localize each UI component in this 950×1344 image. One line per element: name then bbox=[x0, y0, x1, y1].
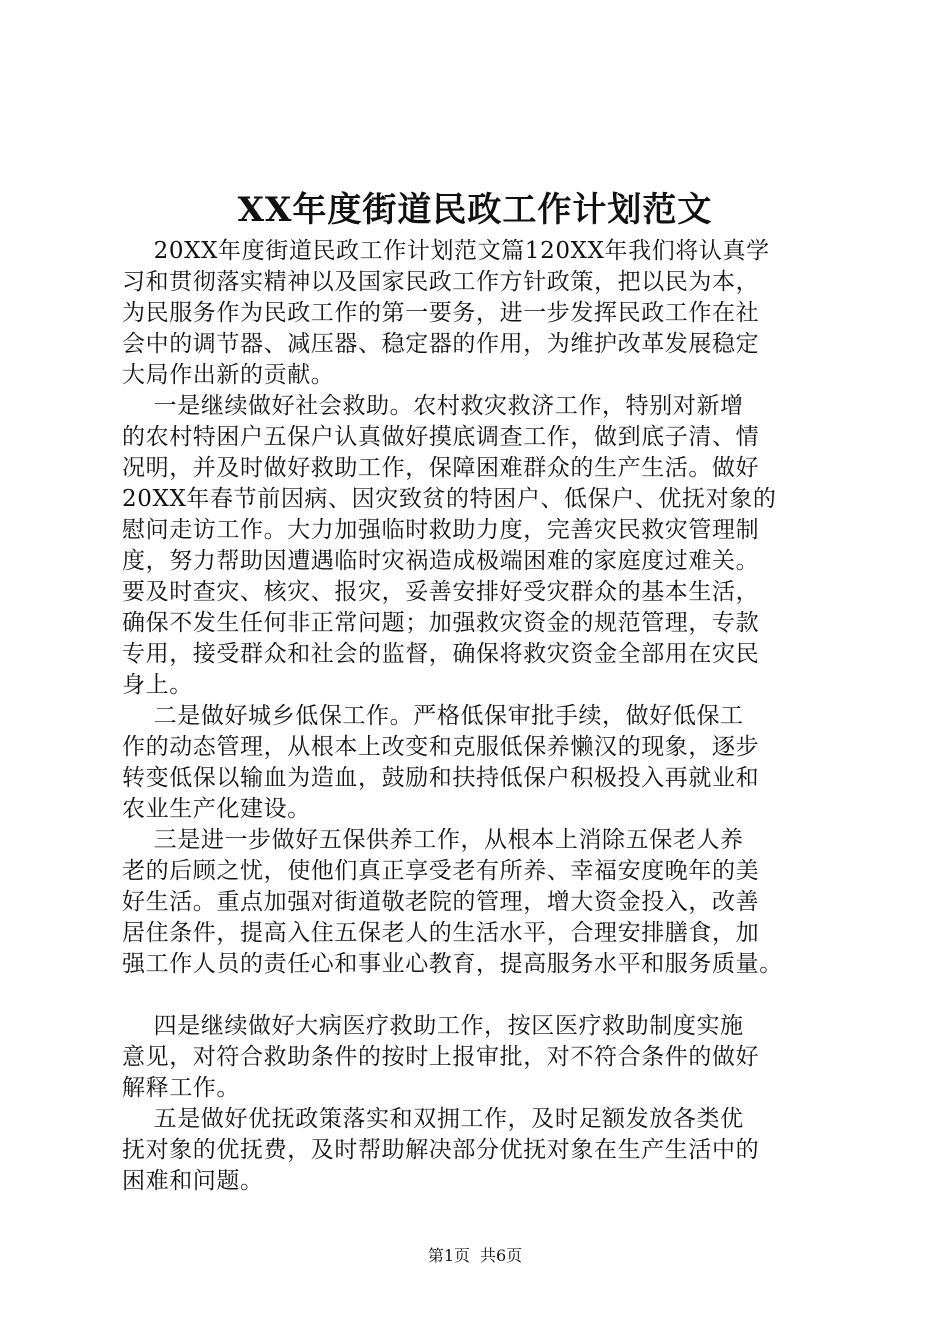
text-line: 好生活。重点加强对街道敬老院的管理，增大资金投入，改善 bbox=[122, 889, 760, 915]
text-line: 一是继续做好社会救助。农村救灾救济工作，特别对新增 bbox=[122, 393, 744, 419]
text-line: 抚对象的优抚费，及时帮助解决部分优抚对象在生产生活中的 bbox=[122, 1137, 760, 1163]
text-line: 转变低保以输血为造血，鼓励和扶持低保户积极投入再就业和 bbox=[122, 765, 760, 791]
text-line: 会中的调节器、减压器、稳定器的作用，为维护改革发展稳定 bbox=[122, 331, 760, 357]
page-footer bbox=[0, 1244, 950, 1268]
text-line: 三是进一步做好五保供养工作，从根本上消除五保老人养 bbox=[122, 827, 744, 853]
text-line: 解释工作。 bbox=[122, 1075, 240, 1101]
text-line: 为民服务作为民政工作的第一要务，进一步发挥民政工作在社 bbox=[122, 300, 760, 326]
page-total: 共6页 bbox=[480, 1246, 523, 1265]
text-line: 20XX年度街道民政工作计划范文篇120XX年我们将认真学 bbox=[122, 238, 770, 264]
text-line: 强工作人员的责任心和事业心教育，提高服务水平和服务质量。 bbox=[122, 951, 783, 977]
text-line: 居住条件，提高入住五保老人的生活水平，合理安排膳食，加 bbox=[122, 920, 760, 946]
text-line: 五是做好优抚政策落实和双拥工作，及时足额发放各类优 bbox=[122, 1106, 744, 1132]
text-line: 要及时查灾、核灾、报灾，妥善安排好受灾群众的基本生活， bbox=[122, 579, 760, 605]
text-line: 意见，对符合救助条件的按时上报审批，对不符合条件的做好 bbox=[122, 1044, 760, 1070]
text-line: 老的后顾之忧，使他们真正享受老有所养、幸福安度晚年的美 bbox=[122, 858, 760, 884]
text-line: 度，努力帮助因遭遇临时灾祸造成极端困难的家庭度过难关。 bbox=[122, 548, 760, 574]
text-line: 确保不发生任何非正常问题；加强救灾资金的规范管理，专款 bbox=[122, 610, 760, 636]
text-line: 大局作出新的贡献。 bbox=[122, 362, 335, 388]
text-line: 农业生产化建设。 bbox=[122, 796, 311, 822]
text-line: 况明，并及时做好救助工作，保障困难群众的生产生活。做好 bbox=[122, 455, 760, 481]
text-line: 作的动态管理，从根本上改变和克服低保养懒汉的现象，逐步 bbox=[122, 734, 760, 760]
text-line: 20XX年春节前因病、因灾致贫的特困户、低保户、优抚对象的 bbox=[122, 486, 777, 512]
document-body bbox=[122, 236, 834, 1197]
text-line: 身上。 bbox=[122, 672, 193, 698]
text-line: 的农村特困户五保户认真做好摸底调查工作，做到底子清、情 bbox=[122, 424, 760, 450]
text-line: 专用，接受群众和社会的监督，确保将救灾资金全部用在灾民 bbox=[122, 641, 760, 667]
text-line: 慰问走访工作。大力加强临时救助力度，完善灾民救灾管理制 bbox=[122, 517, 760, 543]
document-title: XX年度街道民政工作计划范文 bbox=[237, 190, 713, 230]
text-line: 习和贯彻落实精神以及国家民政工作方针政策，把以民为本， bbox=[122, 269, 760, 295]
text-line: 困难和问题。 bbox=[122, 1168, 264, 1194]
blank-line bbox=[122, 980, 834, 1011]
text-line: 四是继续做好大病医疗救助工作，按区医疗救助制度实施 bbox=[122, 1013, 744, 1039]
text-line: 二是做好城乡低保工作。严格低保审批手续，做好低保工 bbox=[122, 703, 744, 729]
page-number: 第1页 bbox=[427, 1246, 470, 1265]
